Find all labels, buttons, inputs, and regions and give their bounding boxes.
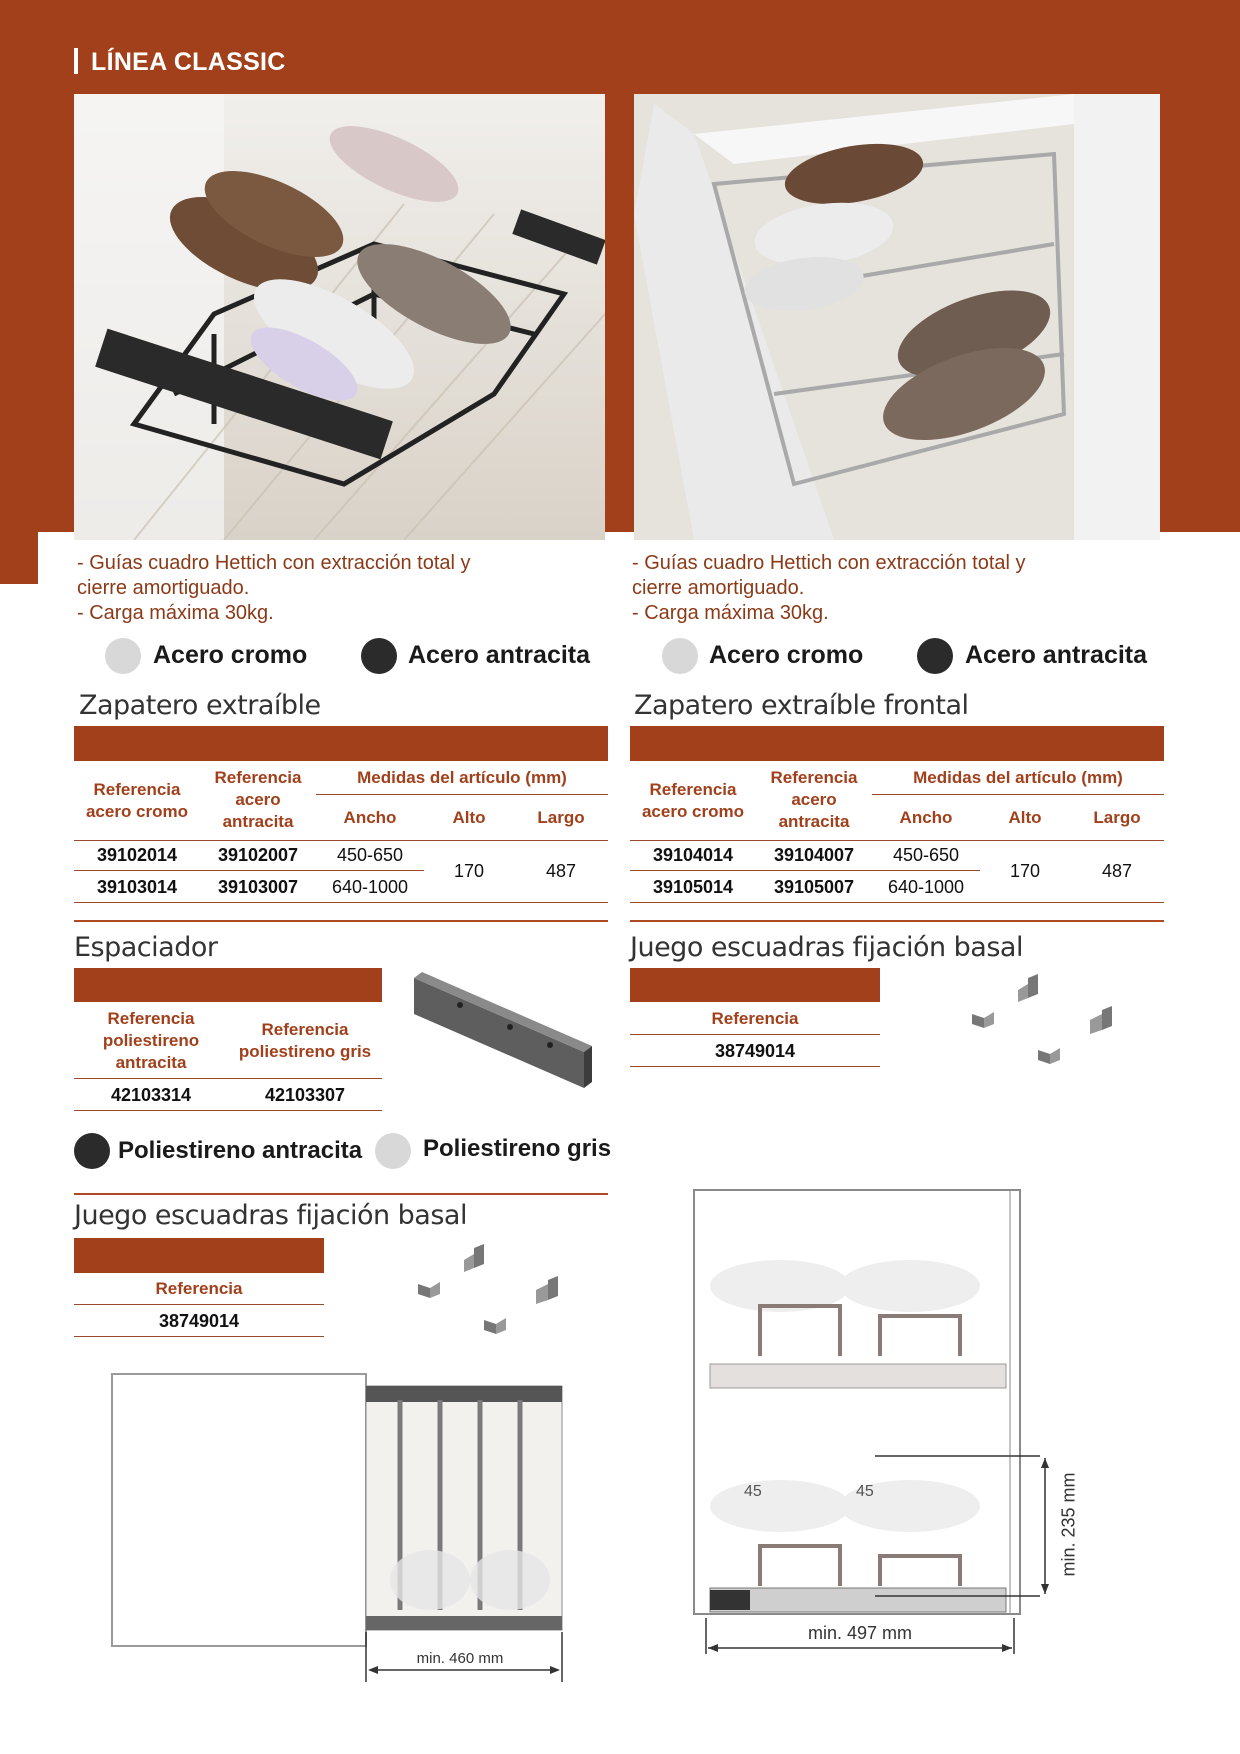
angle-label-45: 45 <box>744 1483 762 1500</box>
th-ref-cromo-2: acero cromo <box>85 802 189 821</box>
swatch-acero-cromo <box>105 638 141 674</box>
section-title-basal: Juego escuadras fijación basal <box>630 932 1023 963</box>
divider <box>630 1066 880 1067</box>
divider <box>74 840 608 841</box>
cell-alto: 170 <box>1009 861 1041 881</box>
section-rule <box>630 920 1164 922</box>
th-ref-cromo-1: Referencia <box>649 780 737 799</box>
finish-label-poliestireno-antracita: Poliestireno antracita <box>118 1137 363 1164</box>
cell-largo: 487 <box>1101 861 1133 881</box>
plan-view-diagram <box>100 1370 580 1690</box>
side-tab <box>0 532 38 584</box>
section-rule <box>74 1193 608 1195</box>
cell-antracita: 39104007 <box>773 845 855 865</box>
th-ref-antracita-3: antracita <box>222 812 294 831</box>
cell-cromo: 39104014 <box>652 845 734 865</box>
right-desc-line-3: - Carga máxima 30kg. <box>632 602 829 624</box>
product-photo-front-shoe-rack <box>634 94 1160 540</box>
th-ancho: Ancho <box>343 808 397 827</box>
cell-largo: 487 <box>545 861 577 881</box>
section-title-espaciador: Espaciador <box>74 932 218 963</box>
right-desc-line-1: - Guías cuadro Hettich con extracción total y <box>632 552 1026 574</box>
divider <box>630 840 1164 841</box>
cell-ancho: 450-650 <box>336 845 404 865</box>
swatch-poliestireno-antracita <box>74 1133 110 1169</box>
left-desc-line-3: - Carga máxima 30kg. <box>77 602 274 624</box>
divider <box>630 902 1164 903</box>
th-ref-antracita-1: Referencia <box>214 768 302 787</box>
th-basal-referencia: Referencia <box>155 1279 243 1298</box>
divider <box>74 1078 382 1079</box>
basal-brackets-image <box>958 968 1118 1078</box>
th-espaciador-gris-1: Referencia <box>261 1020 349 1039</box>
section-title-basal: Juego escuadras fijación basal <box>74 1200 467 1231</box>
th-espaciador-gris-2: poliestireno gris <box>238 1042 372 1061</box>
cell-basal-referencia: 38749014 <box>158 1311 240 1331</box>
th-espaciador-antracita-2: poliestireno <box>102 1031 200 1050</box>
finish-label-poliestireno-gris: Poliestireno gris <box>423 1135 612 1162</box>
th-ref-antracita-2: acero <box>235 790 281 809</box>
cell-antracita: 39103007 <box>217 877 299 897</box>
swatch-acero-cromo <box>662 638 698 674</box>
right-desc-line-2: cierre amortiguado. <box>632 577 805 599</box>
finish-label-cromo: Acero cromo <box>153 641 308 669</box>
section-title-zapatero-frontal: Zapatero extraíble frontal <box>634 690 969 721</box>
cell-alto: 170 <box>453 861 485 881</box>
cell-espaciador-gris: 42103307 <box>264 1085 346 1105</box>
left-desc-line-2: cierre amortiguado. <box>77 577 250 599</box>
section-title-zapatero: Zapatero extraíble <box>79 690 321 721</box>
divider <box>630 870 980 871</box>
finish-label-antracita: Acero antracita <box>408 641 591 669</box>
cell-antracita: 39102007 <box>217 845 299 865</box>
cell-ancho: 640-1000 <box>887 877 965 897</box>
table-header-bar <box>74 968 382 1002</box>
th-ref-antracita-3: antracita <box>778 812 850 831</box>
swatch-acero-antracita <box>361 638 397 674</box>
cell-espaciador-antracita: 42103314 <box>110 1085 192 1105</box>
th-espaciador-antracita-3: antracita <box>115 1053 187 1072</box>
table-header-bar <box>74 726 608 761</box>
divider <box>872 794 1164 795</box>
elevation-diagram <box>690 1186 1090 1656</box>
divider <box>74 1304 324 1305</box>
swatch-poliestireno-gris <box>375 1133 411 1169</box>
th-medidas: Medidas del artículo (mm) <box>913 768 1123 787</box>
table-header-bar <box>630 968 880 1002</box>
cell-ancho: 450-650 <box>892 845 960 865</box>
finish-label-cromo: Acero cromo <box>709 641 864 669</box>
dim-min-460: min. 460 mm <box>416 1650 504 1667</box>
basal-brackets-image <box>404 1238 564 1348</box>
cell-cromo: 39105014 <box>652 877 734 897</box>
divider <box>74 870 424 871</box>
divider <box>74 902 608 903</box>
th-ref-antracita-1: Referencia <box>770 768 858 787</box>
cell-cromo: 39103014 <box>96 877 178 897</box>
th-medidas: Medidas del artículo (mm) <box>357 768 567 787</box>
header-accent-bar <box>74 48 78 74</box>
finish-label-antracita: Acero antracita <box>965 641 1148 669</box>
product-photo-shoe-rack <box>74 94 605 540</box>
table-header-bar <box>630 726 1164 761</box>
divider <box>74 1110 382 1111</box>
cell-cromo: 39102014 <box>96 845 178 865</box>
cell-basal-referencia: 38749014 <box>714 1041 796 1061</box>
th-largo: Largo <box>1093 808 1141 827</box>
th-ancho: Ancho <box>899 808 953 827</box>
page-title: LÍNEA CLASSIC <box>91 48 286 76</box>
cell-ancho: 640-1000 <box>331 877 409 897</box>
table-header-bar <box>74 1238 324 1273</box>
th-alto: Alto <box>1008 808 1042 827</box>
swatch-acero-antracita <box>917 638 953 674</box>
cell-antracita: 39105007 <box>773 877 855 897</box>
th-basal-referencia: Referencia <box>711 1009 799 1028</box>
left-desc-line-1: - Guías cuadro Hettich con extracción total y <box>77 552 471 574</box>
section-rule <box>74 920 608 922</box>
divider <box>630 1034 880 1035</box>
divider <box>74 1336 324 1337</box>
th-ref-antracita-2: acero <box>791 790 837 809</box>
angle-label-45: 45 <box>856 1483 874 1500</box>
dim-min-235: min. 235 mm <box>1058 1472 1079 1577</box>
th-ref-cromo-2: acero cromo <box>641 802 745 821</box>
th-largo: Largo <box>537 808 585 827</box>
th-alto: Alto <box>452 808 486 827</box>
th-espaciador-antracita-1: Referencia <box>107 1009 195 1028</box>
dim-min-497: min. 497 mm <box>807 1623 913 1643</box>
th-ref-cromo-1: Referencia <box>93 780 181 799</box>
divider <box>316 794 608 795</box>
espaciador-product-image <box>400 960 600 1110</box>
